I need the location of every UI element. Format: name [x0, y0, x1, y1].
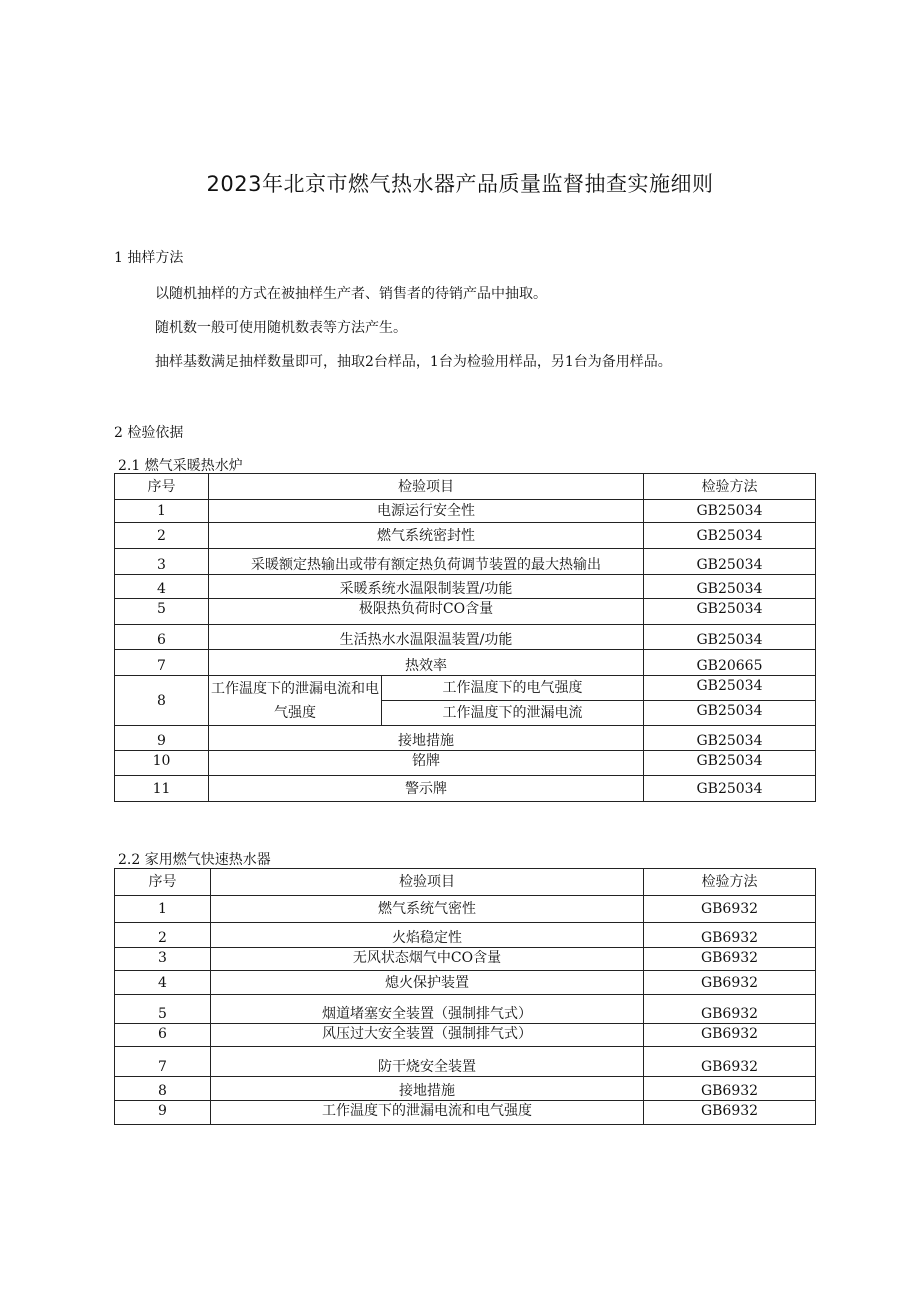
row-no: 6 — [115, 1024, 211, 1047]
row-item: 热效率 — [209, 650, 644, 676]
paragraph-random-number: 随机数一般可使用随机数表等方法产生。 — [155, 320, 407, 336]
header-cell-no: 序号 — [115, 474, 209, 500]
table-row — [115, 549, 816, 575]
table-row — [115, 1101, 816, 1125]
row-method: GB25034 — [644, 523, 816, 549]
row-no: 8 — [115, 1077, 211, 1101]
row-method: GB20665 — [644, 650, 816, 676]
row-item: 铭牌 — [209, 751, 644, 776]
table-row — [115, 776, 816, 802]
row-sub-item: 工作温度下的泄漏电流 — [382, 701, 644, 726]
table-row — [115, 575, 816, 599]
row-group-item: 工作温度下的泄漏电流和电气强度 — [209, 676, 382, 726]
row-no: 2 — [115, 923, 211, 948]
row-no: 4 — [115, 971, 211, 995]
inspection-table-instant-heater — [114, 868, 816, 1125]
row-method: GB6932 — [644, 923, 816, 948]
table-row — [115, 599, 816, 625]
row-item: 电源运行安全性 — [209, 500, 644, 523]
row-method: GB6932 — [644, 995, 816, 1024]
row-item: 燃气系统气密性 — [211, 896, 644, 923]
table-row — [115, 676, 816, 701]
row-no: 4 — [115, 575, 209, 599]
table-row — [115, 995, 816, 1024]
table-row — [115, 1077, 816, 1101]
row-no: 3 — [115, 549, 209, 575]
row-method: GB25034 — [644, 549, 816, 575]
row-item: 工作温度下的泄漏电流和电气强度 — [211, 1101, 644, 1125]
table-caption-instant-heater: 2.2 家用燃气快速热水器 — [118, 852, 271, 868]
row-item: 燃气系统密封性 — [209, 523, 644, 549]
row-no: 7 — [115, 650, 209, 676]
table-header-row — [115, 474, 816, 500]
row-method: GB6932 — [644, 1047, 816, 1077]
row-no: 11 — [115, 776, 209, 802]
row-item: 防干烧安全装置 — [211, 1047, 644, 1077]
row-no: 3 — [115, 948, 211, 971]
row-no: 6 — [115, 625, 209, 650]
paragraph-sampling-method: 以随机抽样的方式在被抽样生产者、销售者的待销产品中抽取。 — [155, 286, 547, 302]
row-method: GB25034 — [644, 575, 816, 599]
row-method: GB25034 — [644, 751, 816, 776]
table-row — [115, 923, 816, 948]
table-row — [115, 650, 816, 676]
row-no: 5 — [115, 599, 209, 625]
inspection-table-boiler — [114, 473, 816, 802]
header-cell-no: 序号 — [115, 869, 211, 896]
row-method: GB25034 — [644, 599, 816, 625]
row-method: GB25034 — [644, 500, 816, 523]
row-no: 7 — [115, 1047, 211, 1077]
section-heading-basis: 2 检验依据 — [114, 425, 184, 441]
row-method: GB25034 — [644, 776, 816, 802]
row-item: 警示牌 — [209, 776, 644, 802]
table-header-row — [115, 869, 816, 896]
header-cell-item: 检验项目 — [211, 869, 644, 896]
row-method: GB25034 — [644, 625, 816, 650]
table-caption-boiler: 2.1 燃气采暖热水炉 — [118, 458, 243, 474]
document-title: 2023年北京市燃气热水器产品质量监督抽查实施细则 — [206, 172, 714, 196]
row-no: 1 — [115, 896, 211, 923]
row-item: 熄火保护装置 — [211, 971, 644, 995]
row-method: GB6932 — [644, 896, 816, 923]
row-item: 烟道堵塞安全装置（强制排气式） — [211, 995, 644, 1024]
row-item: 接地措施 — [209, 726, 644, 751]
row-no: 9 — [115, 1101, 211, 1125]
row-method: GB25034 — [644, 726, 816, 751]
row-item: 极限热负荷时CO含量 — [209, 599, 644, 625]
row-item: 风压过大安全装置（强制排气式） — [211, 1024, 644, 1047]
row-method: GB6932 — [644, 1101, 816, 1125]
table-row — [115, 625, 816, 650]
table-row — [115, 1024, 816, 1047]
row-no: 5 — [115, 995, 211, 1024]
row-no: 8 — [115, 676, 209, 726]
row-method: GB6932 — [644, 971, 816, 995]
table-row — [115, 523, 816, 549]
row-item: 无风状态烟气中CO含量 — [211, 948, 644, 971]
row-item: 采暖系统水温限制装置/功能 — [209, 575, 644, 599]
table-row — [115, 751, 816, 776]
row-no: 1 — [115, 500, 209, 523]
row-sub-method: GB25034 — [644, 676, 816, 701]
header-cell-method: 检验方法 — [644, 474, 816, 500]
table-row — [115, 1047, 816, 1077]
header-cell-method: 检验方法 — [644, 869, 816, 896]
table-row — [115, 948, 816, 971]
header-cell-item: 检验项目 — [209, 474, 644, 500]
row-item: 采暖额定热输出或带有额定热负荷调节装置的最大热输出 — [209, 549, 644, 575]
table-row — [115, 896, 816, 923]
row-method: GB6932 — [644, 1077, 816, 1101]
table-row — [115, 726, 816, 751]
row-item: 火焰稳定性 — [211, 923, 644, 948]
row-no: 9 — [115, 726, 209, 751]
row-sub-method: GB25034 — [644, 701, 816, 726]
row-no: 10 — [115, 751, 209, 776]
row-sub-item: 工作温度下的电气强度 — [382, 676, 644, 701]
row-no: 2 — [115, 523, 209, 549]
row-method: GB6932 — [644, 1024, 816, 1047]
row-method: GB6932 — [644, 948, 816, 971]
row-item: 生活热水水温限温装置/功能 — [209, 625, 644, 650]
row-item: 接地措施 — [211, 1077, 644, 1101]
section-heading-sampling: 1 抽样方法 — [114, 250, 184, 266]
table-row — [115, 971, 816, 995]
table-row — [115, 500, 816, 523]
paragraph-sample-quantity: 抽样基数满足抽样数量即可，抽取2台样品，1台为检验用样品，另1台为备用样品。 — [155, 354, 672, 370]
